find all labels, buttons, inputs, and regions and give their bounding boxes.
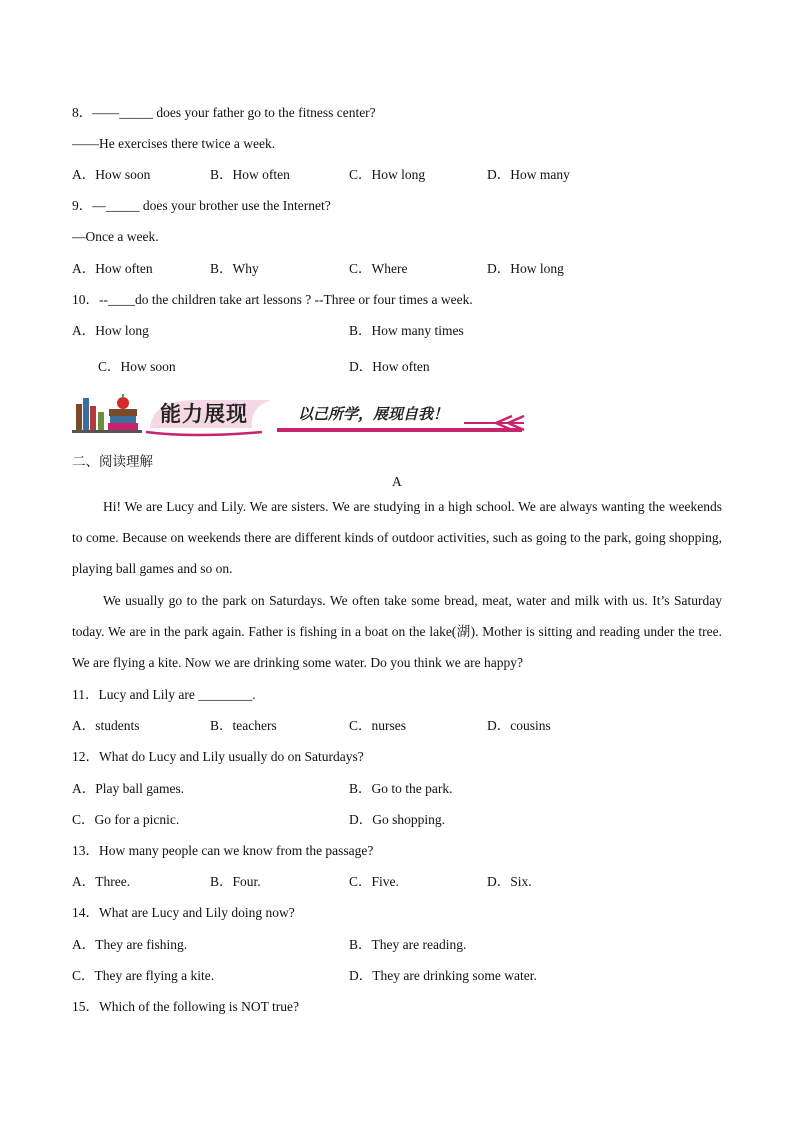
q10-option-b: B．How many times bbox=[349, 323, 464, 338]
section-banner bbox=[72, 392, 532, 438]
q11-option-b: B．teachers bbox=[210, 718, 277, 733]
q9-option-d: D．How long bbox=[487, 261, 564, 276]
q11-stem: 11．Lucy and Lily are ________. bbox=[72, 687, 256, 702]
q10-option-d: D．How often bbox=[349, 359, 430, 374]
q11-option-c: C．nurses bbox=[349, 718, 406, 733]
q8-answer: ——He exercises there twice a week. bbox=[72, 136, 276, 151]
q8-option-b: B．How often bbox=[210, 167, 290, 182]
q12-option-b: B．Go to the park. bbox=[349, 781, 453, 796]
q9-option-b: B．Why bbox=[210, 261, 259, 276]
q9-stem: 9．—_____ does your brother use the Internet? bbox=[72, 198, 331, 213]
q10-stem: 10．--____do the children take art lessons ? --Three or four times a week. bbox=[72, 292, 473, 307]
q13-option-a: A．Three. bbox=[72, 874, 131, 889]
passage-label: A bbox=[392, 474, 402, 489]
section-heading: 二、阅读理解 bbox=[72, 454, 153, 469]
q12-stem: 12．What do Lucy and Lily usually do on Saturdays? bbox=[72, 749, 364, 764]
q9-answer: —Once a week. bbox=[72, 229, 159, 244]
q12-option-d: D．Go shopping. bbox=[349, 812, 446, 827]
q13-option-c: C．Five. bbox=[349, 874, 399, 889]
q14-option-b: B．They are reading. bbox=[349, 937, 467, 952]
q10-option-a: A．How long bbox=[72, 323, 149, 338]
passage-paragraph-2: We usually go to the park on Saturdays. We often take some bread, meat, water and milk with us. It’s Saturday today. We are in the park again. Father is fishing in a boat on the lake(湖). Mother is sitting and reading under the tree. We are flying a kite. Now we are drinking some water. Do you think we are happy? bbox=[72, 593, 722, 670]
q13-stem: 13．How many people can we know from the passage? bbox=[72, 843, 374, 858]
q13-option-b: B．Four. bbox=[210, 874, 261, 889]
q10-option-c: C．How soon bbox=[98, 359, 176, 374]
q14-option-a: A．They are fishing. bbox=[72, 937, 188, 952]
q13-option-d: D．Six. bbox=[487, 874, 532, 889]
q12-option-a: A．Play ball games. bbox=[72, 781, 185, 796]
q11-option-a: A．students bbox=[72, 718, 140, 733]
q14-stem: 14．What are Lucy and Lily doing now? bbox=[72, 905, 295, 920]
q12-option-c: C．Go for a picnic. bbox=[72, 812, 180, 827]
q8-stem: 8．——_____ does your father go to the fitness center? bbox=[72, 105, 376, 120]
q9-option-a: A．How often bbox=[72, 261, 153, 276]
q8-option-c: C．How long bbox=[349, 167, 426, 182]
banner-slogan: 以己所学，展现自我！ bbox=[298, 405, 449, 423]
q14-option-c: C．They are flying a kite. bbox=[72, 968, 215, 983]
banner-title: 能力展现 bbox=[160, 402, 248, 426]
q14-option-d: D．They are drinking some water. bbox=[349, 968, 537, 983]
q11-option-d: D．cousins bbox=[487, 718, 551, 733]
q15-stem: 15．Which of the following is NOT true? bbox=[72, 999, 299, 1014]
q9-option-c: C．Where bbox=[349, 261, 408, 276]
passage-paragraph-1: Hi! We are Lucy and Lily. We are sisters. We are studying in a high school. We are always wanting the weekends to come. Because on weekends there are different kinds of outdoor activities, such as going to the park, going shopping, playing ball games and so on. bbox=[72, 499, 722, 576]
q8-option-d: D．How many bbox=[487, 167, 570, 182]
q8-option-a: A．How soon bbox=[72, 167, 151, 182]
